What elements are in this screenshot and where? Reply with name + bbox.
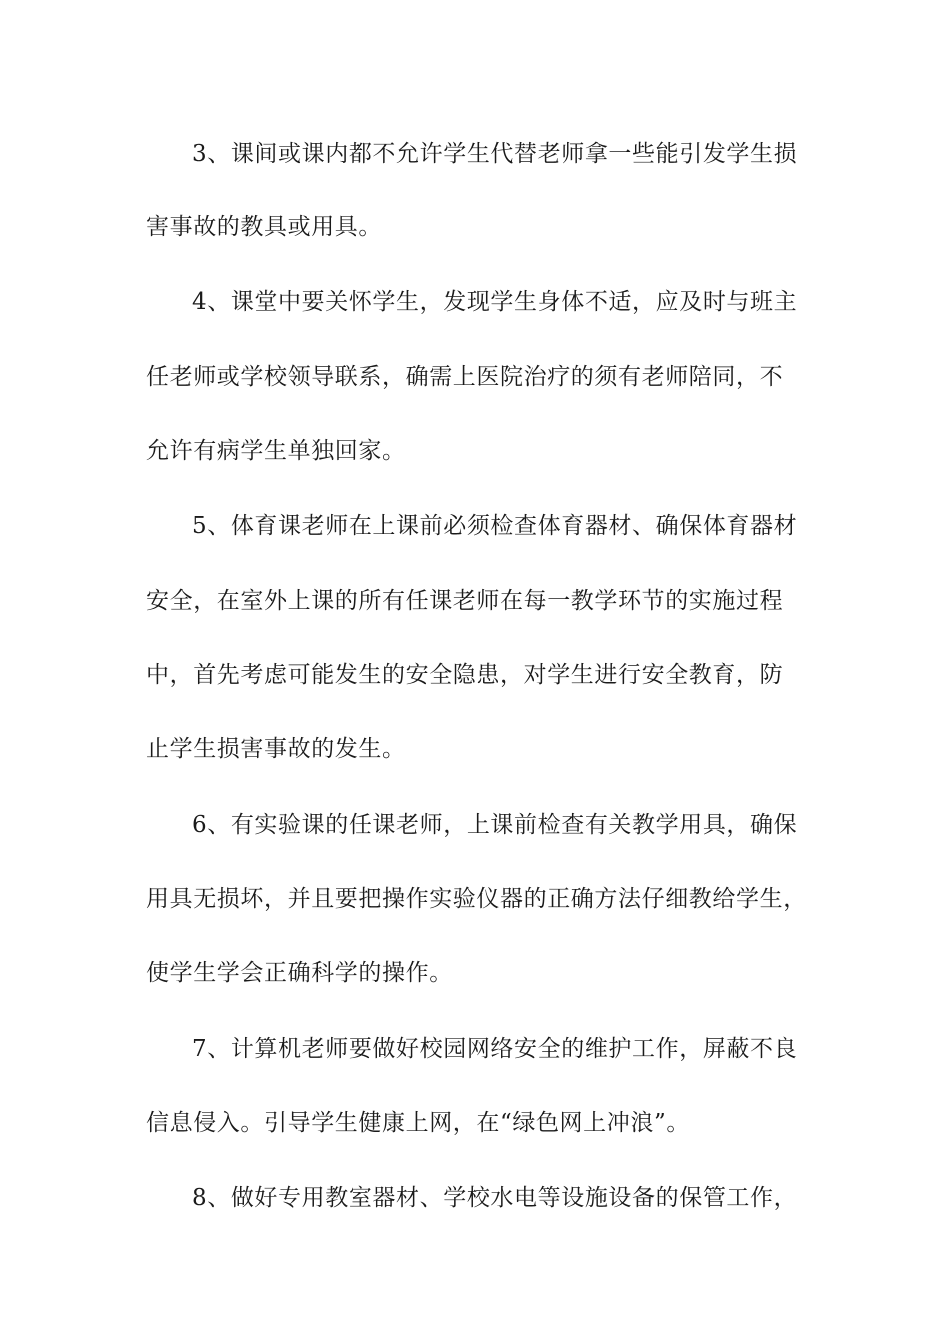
text-line: 止学生损害事故的发生。: [146, 736, 406, 762]
text-line: 使学生学会正确科学的操作。: [146, 960, 453, 986]
text-line: 3、课间或课内都不允许学生代替老师拿一些能引发学生损: [192, 141, 798, 167]
text-line: 害事故的教具或用具。: [146, 214, 382, 240]
text-line: 中，首先考虑可能发生的安全隐患，对学生进行安全教育，防: [146, 662, 784, 688]
text-line: 任老师或学校领导联系，确需上医院治疗的须有老师陪同，不: [146, 364, 784, 390]
text-line: 安全，在室外上课的所有任课老师在每一教学环节的实施过程: [146, 588, 784, 614]
text-line: 用具无损坏，并且要把操作实验仪器的正确方法仔细教给学生，: [146, 886, 807, 912]
text-line: 5、体育课老师在上课前必须检查体育器材、确保体育器材: [192, 513, 798, 539]
text-line: 信息侵入。引导学生健康上网，在“绿色网上冲浪”。: [146, 1110, 690, 1136]
text-line: 4、课堂中要关怀学生，发现学生身体不适，应及时与班主: [192, 289, 798, 315]
text-line: 6、有实验课的任课老师，上课前检查有关教学用具，确保: [192, 812, 798, 838]
text-line: 8、做好专用教室器材、学校水电等设施设备的保管工作，: [192, 1185, 798, 1211]
text-line: 允许有病学生单独回家。: [146, 438, 406, 464]
text-line: 7、计算机老师要做好校园网络安全的维护工作，屏蔽不良: [192, 1036, 798, 1062]
